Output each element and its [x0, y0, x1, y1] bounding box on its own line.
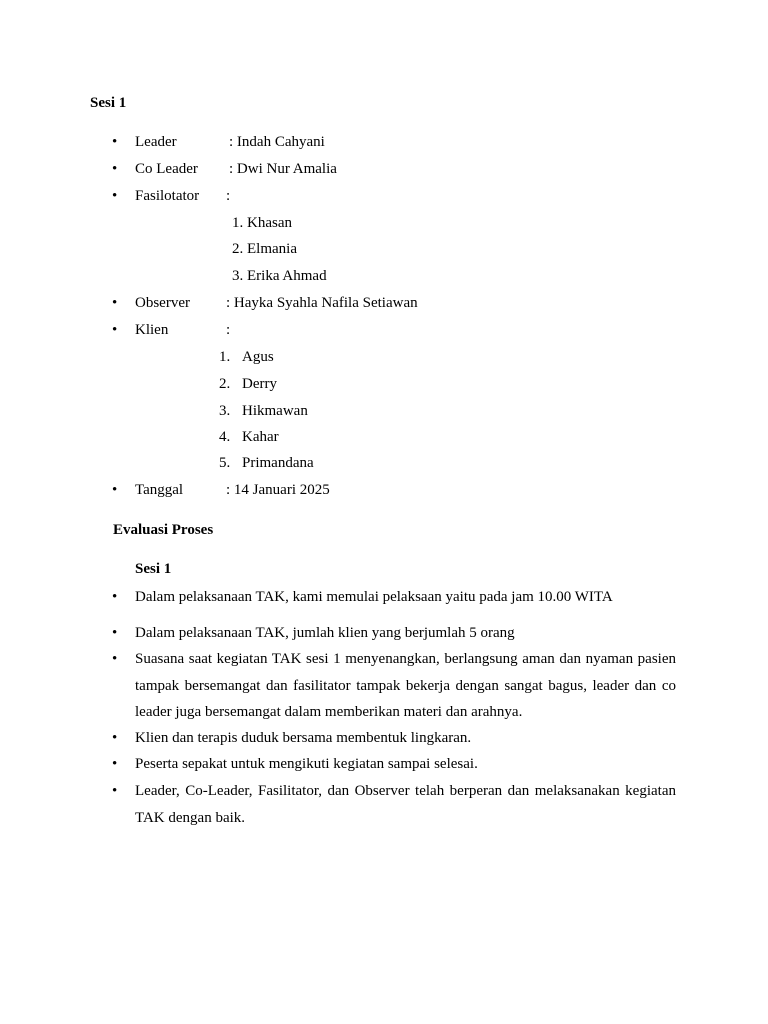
- facilitator-item: 2. Elmania: [232, 241, 297, 257]
- bullet-icon: •: [112, 295, 118, 311]
- client-name: Primandana: [242, 455, 314, 471]
- bullet-icon: •: [112, 589, 118, 605]
- client-number: 2.: [219, 376, 231, 392]
- facilitator-item: 3. Erika Ahmad: [232, 268, 327, 284]
- client-number: 3.: [219, 403, 231, 419]
- evaluation-item: Suasana saat kegiatan TAK sesi 1 menyenangkan, berlangsung aman dan nyaman pasien tampak bersemangat dan fasilitator tampak bekerja dengan sangat bagus, leader dan co leader juga bersemangat dalam memberikan materi dan arahnya.: [135, 651, 676, 720]
- client-number: 1.: [219, 349, 231, 365]
- bullet-icon: •: [112, 730, 118, 746]
- client-name: Kahar: [242, 429, 279, 445]
- facilitator-label: Fasilotator: [135, 188, 200, 204]
- client-colon: :: [226, 322, 231, 338]
- bullet-icon: •: [112, 161, 118, 177]
- client-number: 5.: [219, 455, 231, 471]
- observer-label: Observer: [135, 295, 190, 311]
- observer-value: : Hayka Syahla Nafila Setiawan: [226, 295, 418, 311]
- date-label: Tanggal: [135, 482, 184, 498]
- facilitator-colon: :: [226, 188, 231, 204]
- evaluation-item: Leader, Co-Leader, Fasilitator, dan Observer telah berperan dan melaksanakan kegiatan TAK dengan baik.: [135, 783, 676, 826]
- bullet-icon: •: [112, 134, 118, 150]
- evaluation-item: Klien dan terapis duduk bersama membentuk lingkaran.: [135, 730, 472, 746]
- bullet-icon: •: [112, 651, 118, 667]
- bullet-icon: •: [112, 482, 118, 498]
- bullet-icon: •: [112, 322, 118, 338]
- evaluation-session-title: Sesi 1: [135, 561, 172, 577]
- session-heading: Sesi 1: [90, 95, 127, 111]
- bullet-icon: •: [112, 625, 118, 641]
- coleader-label: Co Leader: [135, 161, 198, 177]
- evaluation-item: Dalam pelaksanaan TAK, jumlah klien yang berjumlah 5 orang: [135, 625, 515, 641]
- date-value: : 14 Januari 2025: [226, 482, 330, 498]
- bullet-icon: •: [112, 783, 118, 799]
- evaluation-title: Evaluasi Proses: [113, 522, 214, 538]
- evaluation-item: Dalam pelaksanaan TAK, kami memulai pelaksaan yaitu pada jam 10.00 WITA: [135, 589, 613, 605]
- client-name: Agus: [242, 349, 274, 365]
- bullet-icon: •: [112, 188, 118, 204]
- facilitator-item: 1. Khasan: [232, 215, 292, 231]
- client-name: Hikmawan: [242, 403, 308, 419]
- bullet-icon: •: [112, 756, 118, 772]
- client-name: Derry: [242, 376, 277, 392]
- coleader-value: : Dwi Nur Amalia: [229, 161, 337, 177]
- leader-value: : Indah Cahyani: [229, 134, 325, 150]
- evaluation-item: Peserta sepakat untuk mengikuti kegiatan sampai selesai.: [135, 756, 478, 772]
- client-number: 4.: [219, 429, 231, 445]
- leader-label: Leader: [135, 134, 177, 150]
- client-label: Klien: [135, 322, 169, 338]
